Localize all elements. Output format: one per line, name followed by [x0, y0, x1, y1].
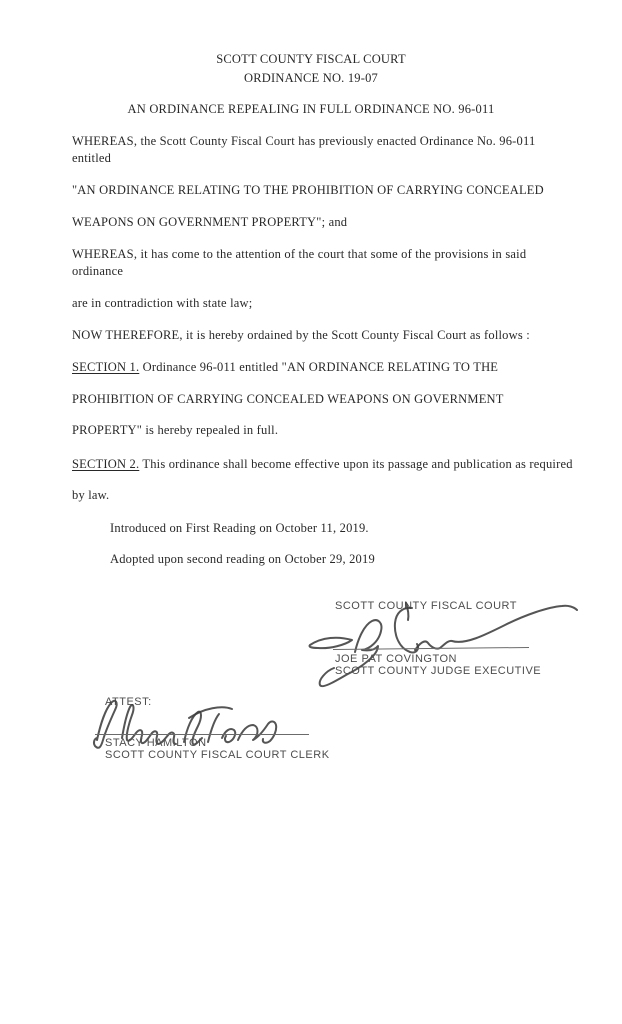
judge-title: SCOTT COUNTY JUDGE EXECUTIVE: [335, 665, 542, 677]
clerk-title: SCOTT COUNTY FISCAL COURT CLERK: [105, 749, 330, 761]
clerk-signature-line: [95, 734, 309, 735]
body-line-section-1: [72, 360, 498, 375]
judge-block-org-label: SCOTT COUNTY FISCAL COURT: [335, 600, 518, 612]
body-line: ordinance: [72, 264, 124, 278]
body-line: are in contradiction with state law;: [72, 296, 253, 310]
header-ordinance-number: ORDINANCE NO. 19-07: [243, 71, 378, 85]
body-line: PROHIBITION OF CARRYING CONCEALED WEAPONS ON GOVERNMENT: [72, 392, 504, 406]
attest-label: ATTEST:: [105, 696, 152, 708]
body-line: WHEREAS, the Scott County Fiscal Court has previously enacted Ordinance No. 96-011: [72, 134, 536, 148]
judge-name: JOE PAT COVINGTON: [335, 653, 457, 665]
clerk-name: STACY HAMILTON: [105, 737, 207, 749]
section-1-text: Ordinance 96-011 entitled "AN ORDINANCE RELATING TO THE: [139, 360, 499, 374]
second-reading-line: Adopted upon second reading on October 29, 2019: [110, 552, 375, 566]
body-line-section-2: [72, 457, 573, 472]
ordinance-title: AN ORDINANCE REPEALING IN FULL ORDINANCE NO. 96-011: [127, 102, 495, 116]
first-reading-line: Introduced on First Reading on October 11, 2019.: [110, 521, 369, 535]
body-line: "AN ORDINANCE RELATING TO THE PROHIBITION OF CARRYING CONCEALED: [72, 183, 544, 197]
section-2-text: This ordinance shall become effective upon its passage and publication as required: [139, 457, 573, 471]
body-line: PROPERTY" is hereby repealed in full.: [72, 423, 279, 437]
body-line: entitled: [72, 151, 112, 165]
body-line: NOW THEREFORE, it is hereby ordained by the Scott County Fiscal Court as follows :: [72, 328, 530, 342]
header-court-name: SCOTT COUNTY FISCAL COURT: [216, 52, 406, 66]
section-1-heading: SECTION 1.: [72, 360, 140, 374]
section-2-heading: SECTION 2.: [72, 457, 140, 471]
judge-signature: [290, 593, 582, 711]
body-line: by law.: [72, 488, 110, 502]
body-line: WHEREAS, it has come to the attention of the court that some of the provisions in said: [72, 247, 527, 261]
body-line: WEAPONS ON GOVERNMENT PROPERTY"; and: [72, 215, 348, 229]
